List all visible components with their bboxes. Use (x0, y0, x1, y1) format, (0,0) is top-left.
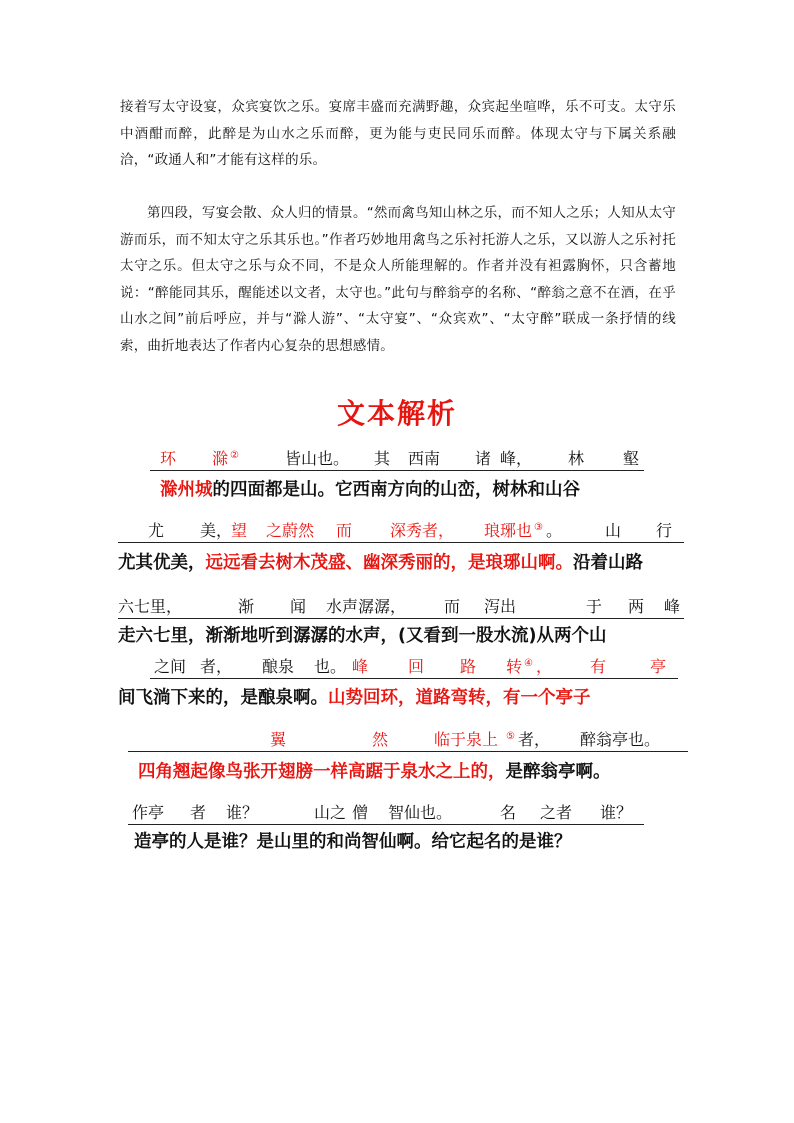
trans-segment: 走六七里，渐渐地听到潺潺的水声，(又看到一股水流)从两个山 (118, 626, 607, 646)
orig-word: 僧 (352, 803, 369, 822)
orig-word: 水声潺潺， (326, 597, 407, 616)
orig-word: 峰 (664, 597, 681, 616)
orig-word: 者 (190, 803, 207, 822)
trans-segment: 沿着山路 (573, 553, 643, 573)
orig-word: 之蔚然 (266, 521, 315, 540)
orig-word: 壑 (623, 449, 640, 468)
orig-word: 于 (586, 597, 603, 616)
orig-word: 名 (500, 803, 517, 822)
footnote-marker: ② (230, 450, 239, 461)
original-line-1 (150, 448, 644, 471)
orig-word: 环 (160, 449, 177, 468)
footnote-marker: ④ (524, 658, 533, 669)
orig-word: 峰 (352, 657, 369, 676)
trans-segment: 是醉翁亭啊。 (505, 762, 611, 782)
orig-word: 而 (336, 521, 353, 540)
orig-word: 皆山也。 (285, 449, 350, 468)
translation-line-5 (138, 760, 611, 784)
original-line-6 (128, 802, 644, 825)
trans-segment: 远远看去树木茂盛、幽深秀丽的，是琅琊山啊。 (205, 553, 573, 573)
orig-word: 回 (408, 657, 425, 676)
translation-line-1 (160, 478, 580, 502)
orig-word: 酿泉 (262, 657, 295, 676)
footnote-marker: ③ (534, 522, 543, 533)
orig-word: 路 (460, 657, 477, 676)
orig-word: 行 (656, 521, 673, 540)
orig-word: 六七里， (118, 597, 183, 616)
orig-word: 琅琊也 (484, 521, 533, 540)
original-line-2 (118, 520, 684, 543)
footnote-marker: ⑤ (506, 731, 515, 742)
trans-segment: 造亭的人是谁？是山里的和尚智仙啊。给它起名的是谁？ (134, 832, 572, 852)
orig-word: 望 (231, 521, 248, 540)
trans-segment: 间飞淌下来的，是酿泉啊。 (118, 688, 328, 708)
translation-line-6 (134, 830, 572, 854)
orig-word: 山 (605, 521, 622, 540)
translation-line-3 (118, 624, 607, 648)
orig-word: 之间 (154, 657, 187, 676)
orig-word: 闻 (290, 597, 307, 616)
translation-line-2 (118, 551, 643, 575)
orig-word: 醉翁亭也。 (580, 730, 661, 749)
orig-word: 美， (200, 521, 233, 540)
orig-word: 也。 (314, 657, 347, 676)
orig-word: 亭 (650, 657, 667, 676)
orig-word: 峰， (500, 449, 533, 468)
original-line-3 (118, 596, 684, 619)
trans-segment: 滁州城 (160, 480, 213, 500)
analysis-paragraph-2: 第四段，写宴会散、众人归的情景。“然而禽鸟知山林之乐，而不知人之乐；人知从太守游而乐，而不知太守之乐其乐也。”作者巧妙地用禽鸟之乐衬托游人之乐，又以游人之乐衬托太守之乐。但太守之乐与众不同，不是众人所能理解的。作者并没有袒露胸怀，只含蓄地说：“醉能同其乐，醒能述以文者，太守也。”此句与醉翁亭的名称、“醉翁之意不在酒，在乎山水之间”前后呼应，并与“滁人游”、“太守宴”、“众宾欢”、“太守醉”联成一条抒情的线索，曲折地表达了作者内心复杂的思想感情。 (120, 205, 676, 354)
orig-word: 临于泉上 (434, 730, 499, 749)
orig-word: 有 (590, 657, 607, 676)
orig-word: 泻出 (484, 597, 517, 616)
section-heading: 文本解析 (336, 397, 457, 430)
orig-word: ， (536, 657, 553, 676)
orig-word: 山之 (314, 803, 347, 822)
trans-segment: 的四面都是山。它西南方向的山峦，树林和山谷 (212, 480, 580, 500)
orig-word: 两 (628, 597, 645, 616)
orig-word: 者， (200, 657, 233, 676)
orig-word: 林 (568, 449, 585, 468)
orig-word: 翼 (270, 730, 287, 749)
orig-word: 谁？ (226, 803, 259, 822)
original-line-5 (128, 729, 688, 752)
trans-segment: 山势回环，道路弯转，有一个亭子 (328, 688, 591, 708)
orig-word: 然 (372, 730, 389, 749)
orig-word: 者， (518, 730, 551, 749)
orig-word: 渐 (238, 597, 255, 616)
translation-line-4 (118, 686, 591, 710)
orig-word: 尤 (148, 521, 165, 540)
orig-word: 智仙也。 (388, 803, 453, 822)
orig-word: 西南 (408, 449, 441, 468)
orig-word: 转 (506, 657, 523, 676)
orig-word: 作亭 (132, 803, 165, 822)
trans-segment: 四角翘起像鸟张开翅膀一样高踞于泉水之上的， (138, 762, 506, 782)
analysis-paragraph-1: 接着写太守设宴，众宾宴饮之乐。宴席丰盛而充满野趣，众宾起坐喧哗，乐不可支。太守乐中酒酣而醉，此醉是为山水之乐而醉，更为能与吏民同乐而醉。体现太守与下属关系融洽，“政通人和”才能有这样的乐。 (120, 99, 676, 168)
orig-word: 深秀者， (390, 521, 455, 540)
orig-word: 其 (374, 449, 391, 468)
orig-word: 诸 (475, 449, 492, 468)
orig-word: 而 (444, 597, 461, 616)
trans-segment: 尤其优美， (118, 553, 206, 573)
orig-word: 谁？ (600, 803, 633, 822)
original-line-4 (150, 656, 678, 679)
orig-word: 之者 (540, 803, 573, 822)
orig-word: 滁 (212, 449, 229, 468)
orig-word: 。 (546, 521, 563, 540)
